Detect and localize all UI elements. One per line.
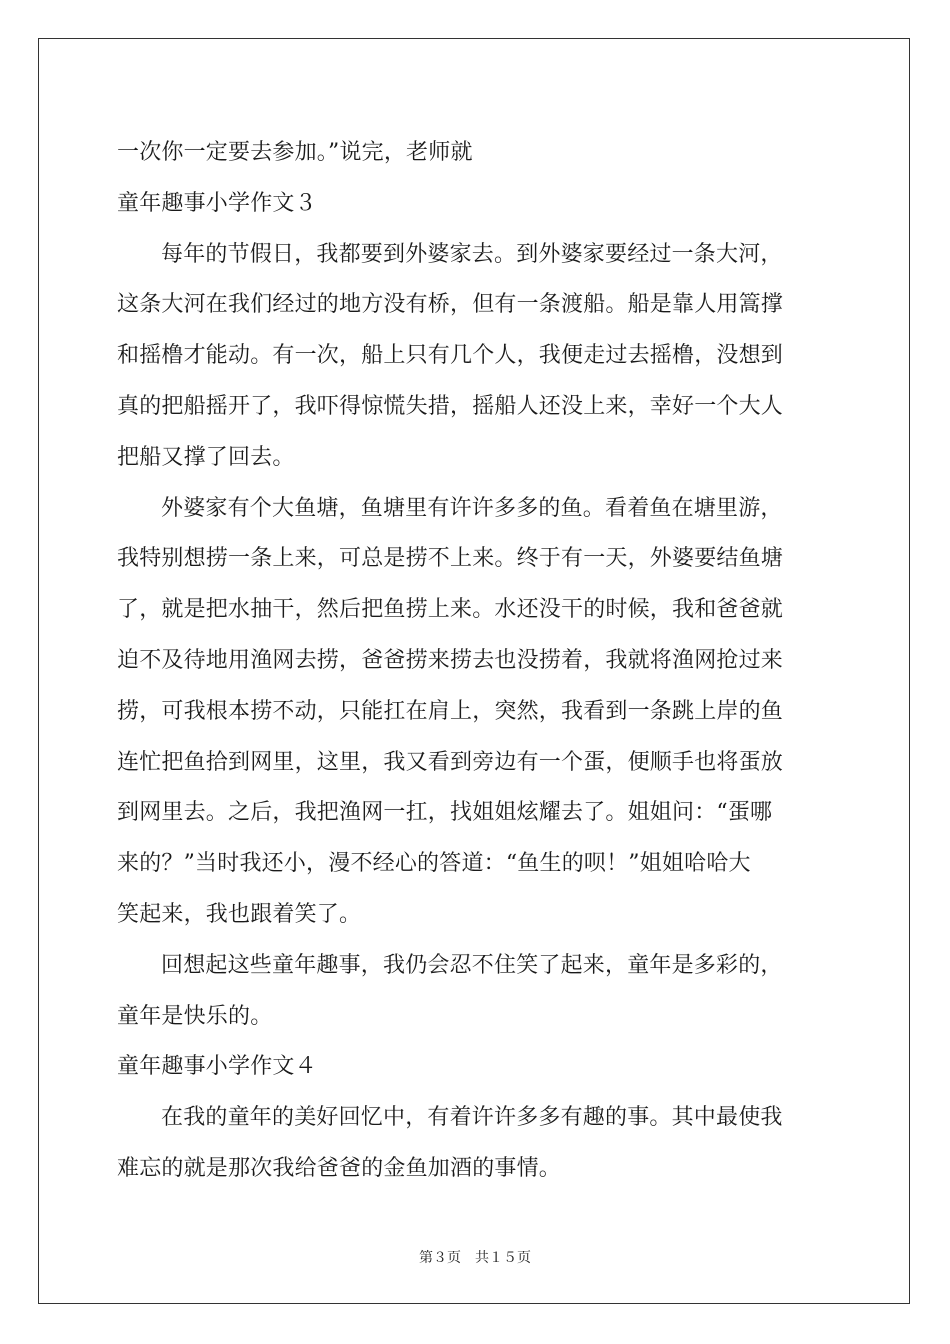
document-body [117,128,833,1195]
page-footer [0,1247,950,1267]
page-number: 第３页 [419,1250,461,1266]
text-line-12: 捞，可我根本捞不动，只能扛在肩上，突然，我看到一条跳上岸的鱼 [117,698,784,724]
text-line-14: 到网里去。之后，我把渔网一扛，找姐姐炫耀去了。姐姐问：“蛋哪 [117,800,773,826]
text-line-20: 在我的童年的美好回忆中，有着许许多多有趣的事。其中最使我 [161,1105,783,1131]
page-total: 共１５页 [475,1250,531,1266]
text-line-13: 连忙把鱼拾到网里，这里，我又看到旁边有一个蛋，便顺手也将蛋放 [117,749,784,775]
text-line-18: 童年是快乐的。 [117,1003,273,1029]
text-line-16: 笑起来，我也跟着笑了。 [117,901,362,927]
text-line-9: 我特别想捞一条上来，可总是捞不上来。终于有一天，外婆要结鱼塘 [117,546,784,572]
text-line-6: 真的把船摇开了，我吓得惊慌失措，摇船人还没上来，幸好一个大人 [117,393,784,419]
text-line-5: 和摇橹才能动。有一次，船上只有几个人，我便走过去摇橹，没想到 [117,343,784,369]
text-line-3: 每年的节假日，我都要到外婆家去。到外婆家要经过一条大河， [161,241,783,267]
text-line-4: 这条大河在我们经过的地方没有桥，但有一条渡船。船是靠人用篙撑 [117,292,784,318]
text-line-7: 把船又撑了回去。 [117,444,295,470]
text-line-15: 来的？”当时我还小，漫不经心的答道：“鱼生的呗！”姐姐哈哈大 [117,851,751,877]
text-line-1: 一次你一定要去参加。”说完，老师就 [117,140,473,165]
text-line-8: 外婆家有个大鱼塘，鱼塘里有许许多多的鱼。看着鱼在塘里游， [161,495,783,521]
section-heading-3: 童年趣事小学作文３ [117,190,317,216]
text-line-21: 难忘的就是那次我给爸爸的金鱼加酒的事情。 [117,1155,562,1181]
text-line-11: 迫不及待地用渔网去捞，爸爸捞来捞去也没捞着，我就将渔网抢过来 [117,647,784,673]
section-heading-4: 童年趣事小学作文４ [117,1054,317,1080]
text-line-17: 回想起这些童年趣事，我仍会忍不住笑了起来，童年是多彩的， [161,952,783,978]
text-line-10: 了，就是把水抽干，然后把鱼捞上来。水还没干的时候，我和爸爸就 [117,597,784,623]
